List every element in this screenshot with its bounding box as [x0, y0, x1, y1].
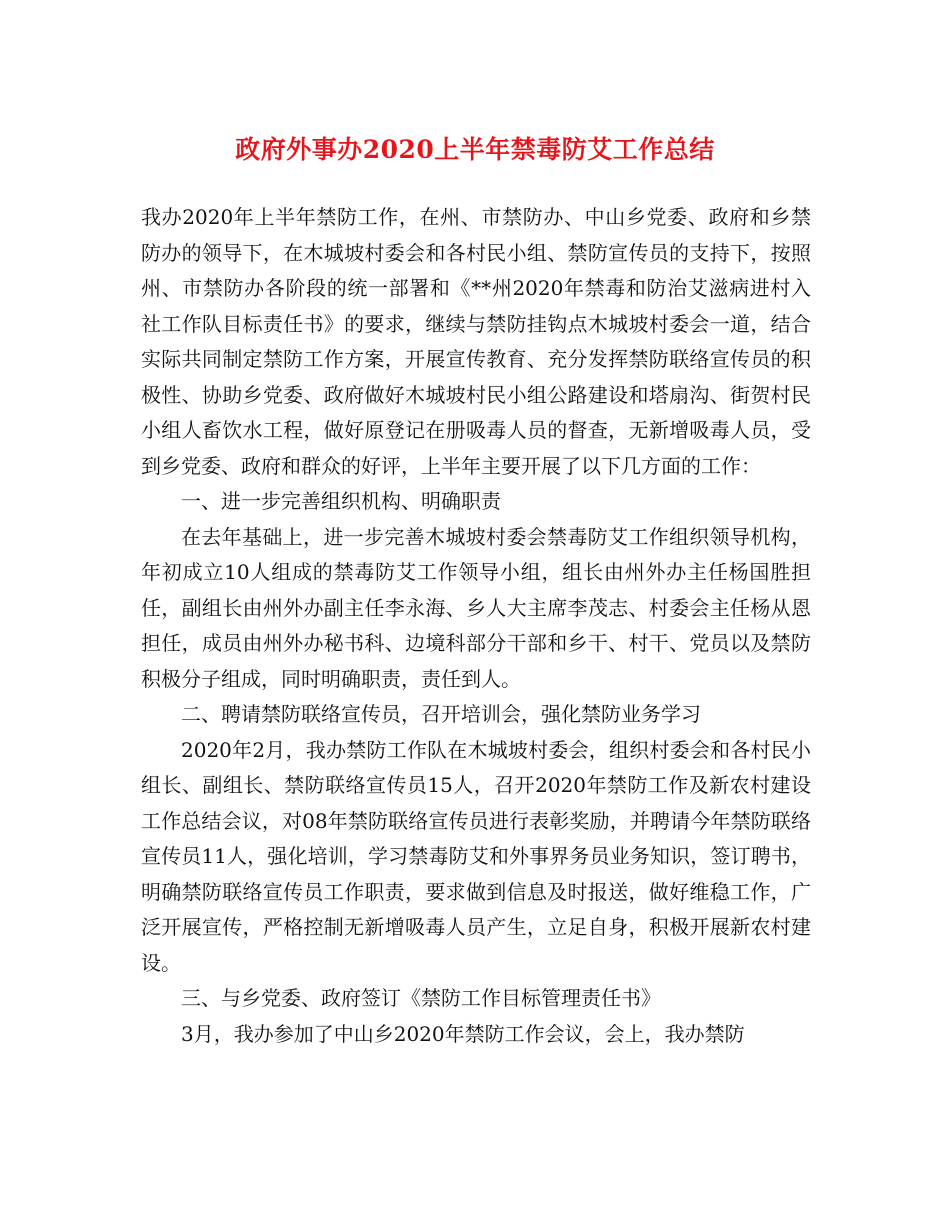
section-heading-3: 三、与乡党委、政府签订《禁防工作目标管理责任书》 [181, 986, 661, 1010]
paragraph-section-1: 在去年基础上，进一步完善木城坡村委会禁毒防艾工作组织领导机构，年初成立10人组成的禁毒防艾工作领导小组，组长由州外办主任杨国胜担任，副组长由州外办副主任李永海、乡人大主席李茂志、村委会主任杨从恩担任，成员由州外办秘书科、边境科部分干部和乡干、村干、党员以及禁防积极分子组成，同时明确职责，责任到人。 [141, 524, 811, 691]
document-body [141, 200, 811, 1052]
paragraph-section-3: 3月，我办参加了中山乡2020年禁防工作会议，会上，我办禁防 [181, 1021, 745, 1046]
document-title: 政府外事办2020上半年禁毒防艾工作总结 [235, 135, 715, 164]
paragraph-intro: 我办2020年上半年禁防工作，在州、市禁防办、中山乡党委、政府和乡禁防办的领导下，在木城坡村委会和各村民小组、禁防宣传员的支持下，按照州、市禁防办各阶段的统一部署和《**州2020年禁毒和防治艾滋病进村入社工作队目标责任书》的要求，继续与禁防挂钩点木城坡村委会一道，结合实际共同制定禁防工作方案，开展宣传教育、充分发挥禁防联络宣传员的积极性、协助乡党委、政府做好木城坡村民小组公路建设和塔扇沟、街贺村民小组人畜饮水工程，做好原登记在册吸毒人员的督查，无新增吸毒人员，受到乡党委、政府和群众的好评，上半年主要开展了以下几方面的工作： [141, 205, 811, 478]
section-heading-2: 二、聘请禁防联络宣传员，召开培训会，强化禁防业务学习 [181, 702, 701, 726]
section-heading-1: 一、进一步完善组织机构、明确职责 [181, 489, 501, 513]
paragraph-section-2: 2020年2月，我办禁防工作队在木城坡村委会，组织村委会和各村民小组长、副组长、禁防联络宣传员15人，召开2020年禁防工作及新农村建设工作总结会议，对08年禁防联络宣传员进行表彰奖励，并聘请今年禁防联络宣传员11人，强化培训，学习禁毒防艾和外事界务员业务知识，签订聘书，明确禁防联络宣传员工作职责，要求做到信息及时报送，做好维稳工作，广泛开展宣传，严格控制无新增吸毒人员产生，立足自身，积极开展新农村建设。 [141, 737, 811, 975]
